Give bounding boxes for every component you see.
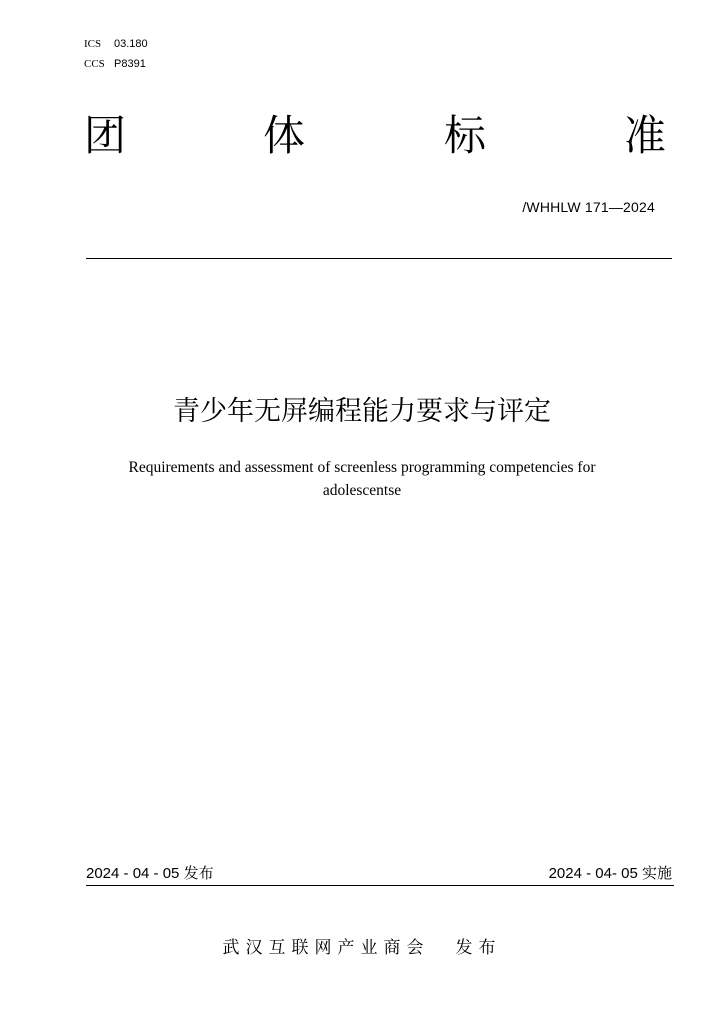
release-date: 2024 - 04 - 05 发布 — [86, 865, 214, 882]
ics-label: ICS — [84, 38, 102, 50]
header-char-biao: 标 — [444, 111, 487, 160]
classification-codes — [84, 34, 148, 74]
implementation-date: 2024 - 04- 05 实施 — [548, 865, 672, 882]
bottom-divider — [86, 885, 674, 886]
header-char-tuan: 团 — [84, 111, 127, 160]
header-char-ti: 体 — [263, 111, 306, 160]
publisher-organization: 武汉互联网产业商会 — [222, 938, 430, 958]
ccs-value: P8391 — [114, 58, 146, 70]
ccs-line — [84, 54, 148, 74]
ccs-label: CCS — [84, 58, 105, 70]
top-divider — [86, 258, 672, 259]
ics-value: 03.180 — [114, 38, 148, 50]
publisher-line — [0, 933, 724, 958]
publisher-action: 发布 — [455, 938, 502, 958]
title-english: Requirements and assessment of screenless programming competencies for adolescentse — [128, 459, 596, 499]
standard-number: /WHHLW 171—2024 — [522, 199, 655, 215]
header-char-zhun: 准 — [624, 111, 667, 160]
ics-line — [84, 34, 148, 54]
title-chinese: 青少年无屏编程能力要求与评定 — [173, 396, 551, 427]
